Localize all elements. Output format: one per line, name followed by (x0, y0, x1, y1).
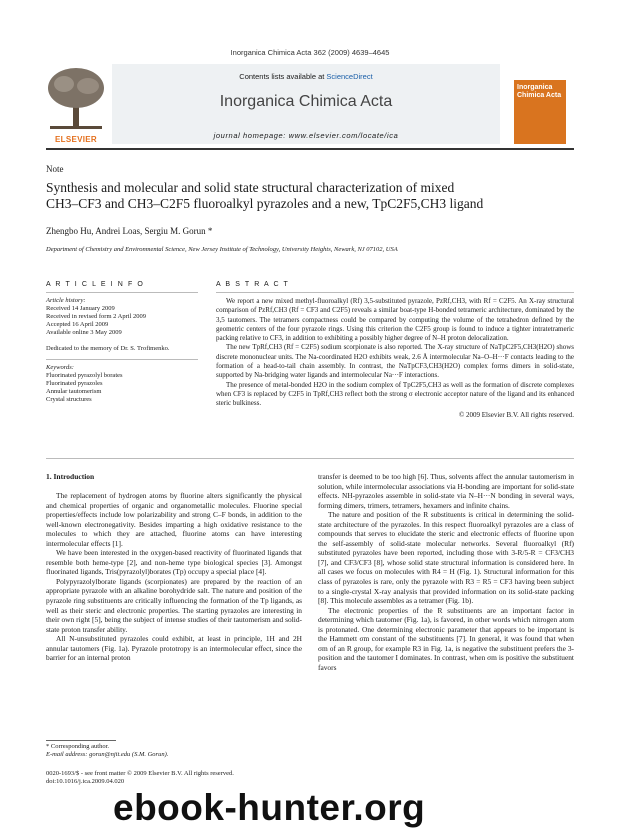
elsevier-tree-logo (44, 66, 108, 146)
body-paragraph: The nature and position of the R substituents is critical in determining the solid-state architecture of the pyrazoles. In this respect fluoroalkyl pyrazoles are a class of compounds that serves to elucidate the steric and electronic effects of fluorine upon the self-assembly of solid-state molecular networks. Several fluoroalkyl (Rf) substituted pyrazoles have been reported, including those with 3-R/5-R = CF3/CH3 [7], and CF3/CF3 [8], whose solid state structural information is considered here. In all cases we focus on molecules with R4 = H (Fig. 1). Structural information for this class of pyrazoles is rare, only the pyrazole with R3 = R5 = CF3 having been subject to a single-crystal X-ray analysis that provided information on its solid-state packing [8]. This molecule assembles as a tetramer (Fig. 1b). (318, 510, 574, 606)
contents-line (112, 72, 500, 81)
running-head: Inorganica Chimica Acta 362 (2009) 4639–4645 (230, 48, 390, 57)
keywords-label: Keywords: (46, 364, 74, 371)
section-heading: 1. Introduction (46, 472, 95, 481)
journal-title: Inorganica Chimica Acta (219, 93, 393, 110)
header-rule (46, 148, 574, 150)
abstract-paragraph: The new TpRf,CH3 (Rf = C2F5) sodium scorpionate is also reported. The X-ray structure of NaTpC2F5,CH3(H2O) shows discrete mononuclear units. The Na-coordinated H2O exhibits weak, 2.6 Å intermolecular Na–O–H···F contacts leading to the formation of a head-to-tail chain assembly. In contrast, the NaTpCF3,CH3(H2O) complex forms dimers in solid-state, supported by Na-bridging water ligands and intermolecular Na···F interactions. (216, 343, 574, 380)
abstract-rule (216, 292, 574, 293)
article-type: Note (46, 164, 64, 174)
corresponding-author: * Corresponding author. (46, 743, 110, 750)
abstract-paragraph: The presence of metal-bonded H2O in the sodium complex of TpC2F5,CH3 as well as the formation of discrete complexes when CF3 is replaced by C2F5 in TpRf,CH3 reflect both the strong σ electronic acceptor nature of the ligand and its enhanced steric bulkiness. (216, 380, 574, 408)
body-paragraph: We have been interested in the oxygen-based reactivity of fluorinated ligands that resemble both heme-type [2], and non-heme type biological species [3]. Amongst fluorinated ligands, Tris(pyrazolyl)borates (Tp) occupy a special place [4]. (46, 548, 302, 577)
history-line: Received in revised form 2 April 2009 (46, 313, 147, 320)
copyright: © 2009 Elsevier B.V. All rights reserved. (458, 410, 574, 419)
keyword: Fluorinated pyrazolyl borates (46, 372, 123, 379)
abstract-paragraph: We report a new mixed methyl-fluoroalkyl (Rf) 3,5-substituted pyrazole, PzRf,CH3, with Rf = C2F5. An X-ray structural comparison of PzRf,CH3 (Rf = CF3 and C2F5) reveals a similar boat-type H-bonded tetrameric architecture, dominated by the 3,5 tautomers. The tetramers compactness could be compared by computing the volume of the tetrahedron defined by the geometric centers of the four pyrazole rings. Using this criterion the C2F5 group is found to induce a tighter intratetrameric packing relative to CF3, in addition to exhibiting a possibly higher degree of N–H proton delocalization. (216, 297, 574, 343)
history-line: Available online 3 May 2009 (46, 329, 122, 336)
body-paragraph: transfer is deemed to be too high [6]. Thus, solvents affect the annular tautomerism in solution, while intermolecular associations via H-bonding are important for solid-state effects. NH-pyrazoles assemble in solid-state via N–H···N bonding in several ways, forming dimers, trimers, tetramers, hexamers and infinite chains. (318, 472, 574, 510)
history-label: Article history: (46, 297, 86, 304)
dedication: Dedicated to the memory of Dr. S. Trofimenko. (46, 345, 170, 352)
publisher-name: ELSEVIER (55, 135, 97, 144)
issn-doi (46, 770, 234, 786)
footnote-rule (46, 740, 116, 741)
body-column-right (318, 472, 574, 672)
authors: Zhengbo Hu, Andrei Loas, Sergiu M. Gorun * (46, 226, 213, 236)
watermark: ebook-hunter.org (113, 787, 426, 828)
abstract (216, 297, 574, 420)
keyword: Annular tautomerism (46, 388, 102, 395)
article-info-heading: A R T I C L E I N F O (46, 281, 145, 288)
affiliation: Department of Chemistry and Environmental Science, New Jersey Institute of Technology, University Heights, Newark, NJ 07102, USA (46, 246, 398, 253)
body-paragraph: All N-unsubstituted pyrazoles could exhibit, at least in principle, 1H and 2H annular tautomers (Fig. 1a). Pyrazole prototropy is an intermolecular effect, since the barrier for an internal proton (46, 634, 302, 663)
article-title (46, 180, 574, 212)
title-line-1: Synthesis and molecular and solid state structural characterization of mixed (46, 180, 455, 195)
footnote (46, 743, 168, 759)
abstract-heading: A B S T R A C T (216, 281, 290, 288)
cover-title: Inorganica Chimica Acta (517, 84, 562, 99)
history-line: Received 14 January 2009 (46, 305, 115, 312)
keyword: Crystal structures (46, 396, 92, 403)
body-paragraph: The electronic properties of the R substituents are an important factor in determining which tautomer (Fig. 1a), is favored, in other words which nitrogen atom is protonated. One determining electronic parameter that appears to be important is the Hammett σm constant of the substituents [7]. In general, it was found that when σm of an R group, for example R3 in Fig. 1a, is negative the substituent prefers the 3-position and the tautomer I dominates. In contrast, when σm is positive the substituent favors (318, 605, 574, 672)
body-column-left (46, 491, 302, 663)
history-line: Accepted 16 April 2009 (46, 321, 109, 328)
journal-homepage[interactable]: journal homepage: www.elsevier.com/locate/ica (213, 131, 399, 140)
article-info (46, 297, 198, 404)
doi-line[interactable]: doi:10.1016/j.ica.2009.04.020 (46, 778, 125, 785)
journal-cover-image (514, 80, 566, 144)
body-paragraph: The replacement of hydrogen atoms by fluorine alters significantly the physical and chemical properties of organic and organometallic molecules. Fluorine special properties/effects include low polarizability and strong C–F bonds, in addition to the well-known electronegativity. Besides imparting a high oxidative resistance to the molecules to which they are attached, fluorine atoms can have interesting intermolecular effects [1]. (46, 491, 302, 548)
title-line-2: CH3–CF3 and CH3–C2F5 fluoroalkyl pyrazoles and a new, TpC2F5,CH3 ligand (46, 196, 484, 211)
contents-prefix: Contents lists available at (239, 72, 327, 81)
author-email[interactable]: E-mail address: gorun@njit.edu (S.M. Gorun). (46, 751, 169, 758)
sciencedirect-link[interactable]: ScienceDirect (326, 72, 373, 81)
issn-line: 0020-1693/$ - see front matter © 2009 Elsevier B.V. All rights reserved. (46, 770, 234, 777)
article-info-rule (46, 292, 198, 293)
keyword: Fluorinated pyrazoles (46, 380, 103, 387)
body-paragraph: Polypyrazolylborate ligands (scorpionates) are prepared by the reaction of an appropriate pyrazole with an alkaline borohydride salt. The nature and position of the pyrazole ring substituents are critically influencing the formation of the Tp ligands, as well as their steric and electronic properties. The starting pyrazoles are interesting in their own right [5], being the subject of intense studies of their tautomerism and solid-state proton transfer ability. (46, 576, 302, 634)
abstract-bottom-rule (46, 458, 574, 459)
